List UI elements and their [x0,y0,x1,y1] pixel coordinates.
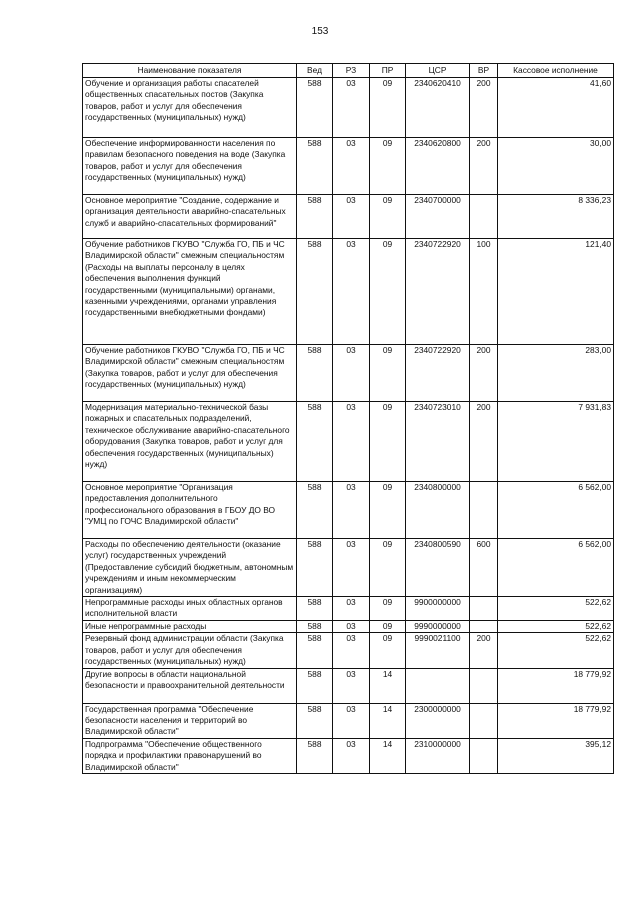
table-row [83,345,614,402]
row-ved: 588 [297,621,333,633]
table-row [83,482,614,539]
column-header-pr: ПР [370,64,406,78]
row-pr: 09 [370,402,406,482]
row-ved: 588 [297,597,333,621]
row-name: Непрограммные расходы иных областных органов исполнительной власти [83,597,297,621]
row-rz: 03 [333,78,370,138]
row-amount: 7 931,83 [498,402,614,482]
row-ved: 588 [297,633,333,668]
table-row [83,138,614,195]
row-pr: 09 [370,633,406,668]
row-vr [470,703,498,738]
row-rz: 03 [333,239,370,345]
column-header-amount: Кассовое исполнение [498,64,614,78]
row-ved: 588 [297,539,333,597]
row-ved: 588 [297,668,333,703]
row-pr: 14 [370,703,406,738]
row-amount: 8 336,23 [498,195,614,239]
row-csr: 2340800000 [406,482,470,539]
table-row [83,597,614,621]
row-ved: 588 [297,738,333,773]
table-body [83,78,614,774]
row-pr: 09 [370,195,406,239]
row-rz: 03 [333,738,370,773]
row-name: Другие вопросы в области национальной безопасности и правоохранительной деятельности [83,668,297,703]
row-name: Обучение работников ГКУВО "Служба ГО, ПБ и ЧС Владимирской области" смежным специальностям (Расходы на выплаты персоналу в целях обеспечения выполнения функций государственными (муниципальными) органами, казенными учреждениями, органами управления государственными внебюджетными фондами) [83,239,297,345]
table-row [83,668,614,703]
row-amount: 121,40 [498,239,614,345]
row-amount: 522,62 [498,597,614,621]
row-amount: 18 779,92 [498,668,614,703]
budget-execution-table [82,63,614,774]
table-header-row [83,64,614,78]
row-pr: 09 [370,138,406,195]
column-header-rz: РЗ [333,64,370,78]
row-ved: 588 [297,402,333,482]
row-csr: 9900000000 [406,597,470,621]
row-pr: 14 [370,738,406,773]
row-rz: 03 [333,668,370,703]
row-csr: 2340722920 [406,345,470,402]
row-amount: 30,00 [498,138,614,195]
column-header-vr: ВР [470,64,498,78]
row-ved: 588 [297,239,333,345]
row-vr [470,738,498,773]
row-rz: 03 [333,482,370,539]
row-amount: 6 562,00 [498,539,614,597]
row-csr: 2340620800 [406,138,470,195]
column-header-csr: ЦСР [406,64,470,78]
row-amount: 395,12 [498,738,614,773]
row-amount: 522,62 [498,621,614,633]
row-name: Обеспечение информированности населения по правилам безопасного поведения на воде (Закупка товаров, работ и услуг для обеспечения государственных (муниципальных) нужд) [83,138,297,195]
row-amount: 6 562,00 [498,482,614,539]
row-name: Расходы по обеспечению деятельности (оказание услуг) государственных учреждений (Предоставление субсидий бюджетным, автономным учреждениям и иным некоммерческим организациям) [83,539,297,597]
row-pr: 09 [370,621,406,633]
row-rz: 03 [333,621,370,633]
row-name: Обучение и организация работы спасателей общественных спасательных постов (Закупка товаров, работ и услуг для обеспечения государственных (муниципальных) нужд) [83,78,297,138]
row-csr [406,668,470,703]
table-row [83,239,614,345]
table-row [83,195,614,239]
row-pr: 14 [370,668,406,703]
row-csr: 9990000000 [406,621,470,633]
row-rz: 03 [333,703,370,738]
table-row [83,402,614,482]
row-vr: 200 [470,633,498,668]
row-vr: 200 [470,78,498,138]
row-pr: 09 [370,78,406,138]
row-amount: 283,00 [498,345,614,402]
row-csr: 2340722920 [406,239,470,345]
row-csr: 2340700000 [406,195,470,239]
row-pr: 09 [370,482,406,539]
row-ved: 588 [297,703,333,738]
row-pr: 09 [370,539,406,597]
row-name: Модернизация материально-технической базы пожарных и спасательных подразделений, техническое обслуживание аварийно-спасательного оборудования (Закупка товаров, работ и услуг для обеспечения государственных (муниципальных) нужд) [83,402,297,482]
row-rz: 03 [333,195,370,239]
row-name: Обучение работников ГКУВО "Служба ГО, ПБ и ЧС Владимирской области" смежным специальностям (Закупка товаров, работ и услуг для обеспечения государственных (муниципальных) нужд) [83,345,297,402]
row-pr: 09 [370,345,406,402]
row-rz: 03 [333,633,370,668]
table-row [83,539,614,597]
page-number: 153 [311,26,329,37]
row-name: Иные непрограммные расходы [83,621,297,633]
row-csr: 2310000000 [406,738,470,773]
table-row [83,621,614,633]
row-ved: 588 [297,138,333,195]
row-csr: 2340800590 [406,539,470,597]
row-rz: 03 [333,597,370,621]
row-vr: 200 [470,345,498,402]
row-pr: 09 [370,239,406,345]
table-row [83,703,614,738]
row-vr: 200 [470,138,498,195]
row-csr: 9990021100 [406,633,470,668]
row-ved: 588 [297,345,333,402]
row-amount: 522,62 [498,633,614,668]
row-rz: 03 [333,402,370,482]
row-vr [470,668,498,703]
table-row [83,78,614,138]
row-ved: 588 [297,195,333,239]
row-vr [470,482,498,539]
row-name: Подпрограмма "Обеспечение общественного порядка и профилактики правонарушений во Владимирской области" [83,738,297,773]
column-header-ved: Вед [297,64,333,78]
row-name: Государственная программа "Обеспечение безопасности населения и территорий во Владимирской области" [83,703,297,738]
row-csr: 2340723010 [406,402,470,482]
row-name: Резервный фонд администрации области (Закупка товаров, работ и услуг для обеспечения государственных (муниципальных) нужд) [83,633,297,668]
row-vr: 600 [470,539,498,597]
row-rz: 03 [333,345,370,402]
row-vr: 200 [470,402,498,482]
row-amount: 41,60 [498,78,614,138]
row-ved: 588 [297,78,333,138]
row-pr: 09 [370,597,406,621]
row-ved: 588 [297,482,333,539]
table-row [83,633,614,668]
row-name: Основное мероприятие "Создание, содержание и организация деятельности аварийно-спасательных служб и аварийно-спасательных формирований" [83,195,297,239]
table-row [83,738,614,773]
row-csr: 2300000000 [406,703,470,738]
row-vr [470,597,498,621]
row-vr [470,621,498,633]
column-header-name: Наименование показателя [83,64,297,78]
row-vr: 100 [470,239,498,345]
row-rz: 03 [333,138,370,195]
row-csr: 2340620410 [406,78,470,138]
row-rz: 03 [333,539,370,597]
row-amount: 18 779,92 [498,703,614,738]
row-name: Основное мероприятие "Организация предоставления дополнительного профессионального образования в ГБОУ ДО ВО "УМЦ по ГОЧС Владимирской области" [83,482,297,539]
row-vr [470,195,498,239]
